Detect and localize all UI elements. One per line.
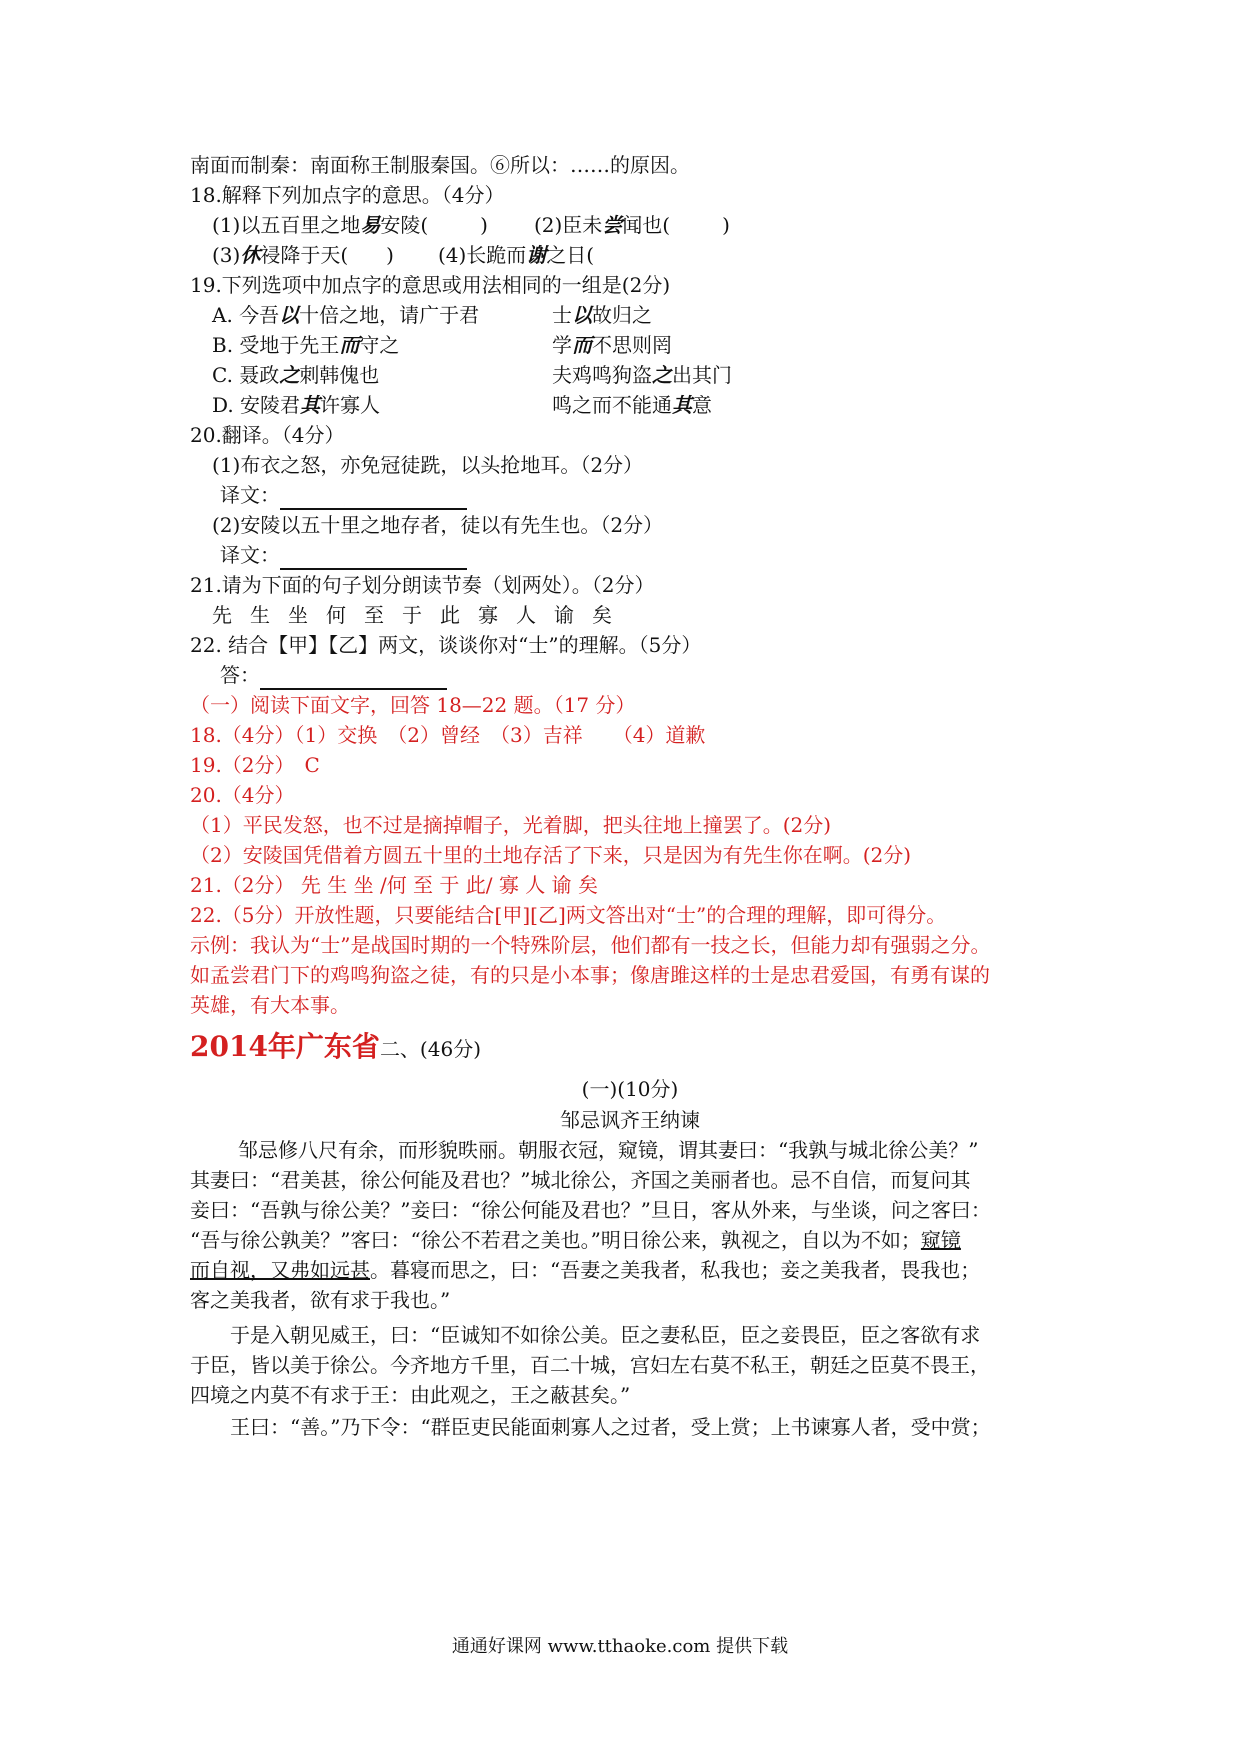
passage-line: 于是入朝见威王，曰：“臣诚知不如徐公美。臣之妻私臣，臣之妾畏臣，臣之客欲有求: [230, 1323, 981, 1347]
question-20: 20.翻译。（4分）: [190, 423, 345, 447]
dotted-char: 谢: [526, 243, 547, 267]
answer-blank[interactable]: [280, 486, 467, 510]
answer-20-2: （2）安陵国凭借着方圆五十里的土地存活了下来，只是因为有先生你在啊。(2分): [190, 843, 912, 867]
dotted-char: 休: [240, 243, 261, 267]
passage-title: 邹忌讽齐王纳谏: [560, 1108, 700, 1132]
question-20-2: (2)安陵以五十里之地存者，徒以有先生也。（2分）: [212, 513, 664, 537]
passage-line: 四境之内莫不有求于王：由此观之，王之蔽甚矣。”: [190, 1383, 631, 1407]
answer-line: 译文：: [220, 540, 467, 570]
passage-line: 妾曰：“吾孰与徐公美？”妾曰：“徐公何能及君也？”旦日，客从外来，与坐谈，问之客曰：: [190, 1198, 991, 1222]
answer-19: 19.（2分） C: [190, 753, 320, 777]
underlined-text: 而自视，又弗如远甚: [190, 1258, 370, 1282]
dotted-char: 易: [360, 213, 381, 237]
question-22: 22. 结合【甲】【乙】两文，谈谈你对“士”的理解。（5分）: [190, 633, 702, 657]
answer-line: 译文：: [220, 480, 467, 510]
question-21-sentence: 先生坐何至于此寡人谕矣: [212, 603, 630, 627]
question-19: 19.下列选项中加点字的意思或用法相同的一组是(2分): [190, 273, 671, 297]
option-d: D. 安陵君其许寡人 鸣之而不能通其意: [212, 393, 712, 417]
answer-22-line-1: 22.（5分）开放性题，只要能结合[甲][乙]两文答出对“士”的合理的理解，即可得分。: [190, 903, 947, 927]
question-18: 18.解释下列加点字的意思。（4分）: [190, 183, 505, 207]
underlined-text: 窥镜: [920, 1228, 961, 1252]
option-c: C. 聂政之刺韩傀也 夫鸡鸣狗盗之出其门: [212, 363, 732, 387]
answer-21: 21.（2分） 先 生 坐 /何 至 于 此/ 寡 人 谕 矣: [190, 873, 598, 897]
answer-20-1: （1）平民发怒，也不过是摘掉帽子，光着脚，把头往地上撞罢了。(2分): [190, 813, 832, 837]
answer-22-line-2: 示例：我认为“士”是战国时期的一个特殊阶层，他们都有一技之长，但能力却有强弱之分。: [190, 933, 991, 957]
passage-line: 王曰：“善。”乃下令：“群臣吏民能面刺寡人之过者，受上赏；上书谏寡人者，受中赏；: [230, 1415, 991, 1439]
dotted-char: 尝: [602, 213, 623, 237]
answer-22-line-4: 英雄，有大本事。: [190, 993, 350, 1017]
page-footer: 通通好课网 www.tthaoke.com 提供下载: [451, 1636, 789, 1657]
passage-line: 客之美我者，欲有求于我也。”: [190, 1288, 451, 1312]
option-b: B. 受地于先王而守之 学而不思则罔: [212, 333, 672, 357]
question-18-item-1-2: (1)以五百里之地易安陵( ) (2)臣未尝闻也( ): [212, 213, 730, 237]
option-a: A. 今吾以十倍之地，请广于君 士以故归之: [212, 303, 652, 327]
part-label: 二、(46分): [379, 1037, 481, 1061]
passage-line: 邹忌修八尺有余，而形貌昳丽。朝服衣冠，窥镜，谓其妻曰：“我孰与城北徐公美？”: [238, 1138, 979, 1162]
answer-header: （一）阅读下面文字，回答 18—22 题。（17 分）: [190, 693, 636, 717]
passage-line: 于臣，皆以美于徐公。今齐地方千里，百二十城，宫妇左右莫不私王，朝廷之臣莫不畏王，: [190, 1353, 990, 1377]
question-18-item-3-4: (3)休祲降于天( ) (4)长跪而谢之日(: [212, 243, 595, 267]
province-year: 2014年广东省: [190, 1030, 380, 1063]
passage-line: “吾与徐公孰美？”客曰：“徐公不若君之美也。”明日徐公来，孰视之，自以为不如；窥镜: [190, 1228, 961, 1252]
answer-blank[interactable]: [280, 546, 467, 570]
section-heading: [190, 1032, 481, 1064]
passage-line: 而自视，又弗如远甚。暮寝而思之，曰：“吾妻之美我者，私我也；妾之美我者，畏我也；: [190, 1258, 981, 1282]
answer-20: 20.（4分）: [190, 783, 295, 807]
question-21: 21.请为下面的句子划分朗读节奏（划两处）。（2分）: [190, 573, 655, 597]
answer-blank[interactable]: [260, 666, 447, 690]
answer-22-line-3: 如孟尝君门下的鸡鸣狗盗之徒，有的只是小本事；像唐雎这样的士是忠君爱国，有勇有谋的: [190, 963, 990, 987]
answer-18: 18.（4分）（1）交换 （2）曾经 （3）吉祥 （4）道歉: [190, 723, 706, 747]
note-line: 南面而制秦：南面称王制服秦国。⑥所以：……的原因。: [190, 153, 690, 177]
subsection-label: (一)(10分): [581, 1077, 679, 1101]
question-20-1: (1)布衣之怒，亦免冠徒跣，以头抢地耳。（2分）: [212, 453, 644, 477]
passage-line: 其妻曰：“君美甚，徐公何能及君也？”城北徐公，齐国之美丽者也。忌不自信，而复问其: [190, 1168, 971, 1192]
answer-line: 答：: [220, 660, 447, 690]
